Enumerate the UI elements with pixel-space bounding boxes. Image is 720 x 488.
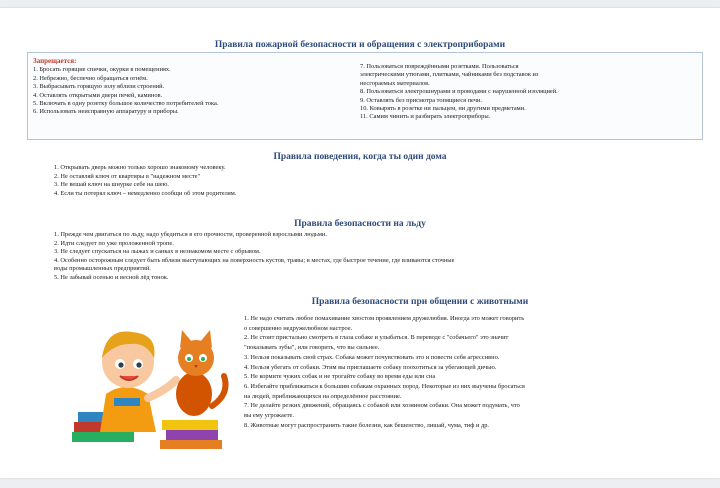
- fire-rule: 3. Выбрасывать горящую золу вблизи строений.: [33, 83, 165, 91]
- animal-rule: 8. Животные могут распространять такие болезни, как бешенство, лишай, чума, тиф и др.: [244, 421, 490, 429]
- animal-rule: 5. Не кормите чужих собак и не трогайте собаку во время еды или сна: [244, 373, 436, 381]
- ice-rule-continuation: воды промышленных предприятий.: [54, 265, 151, 273]
- fire-rules-left-column: [33, 57, 333, 117]
- fire-rule: 10. Ковырять в розетке ни пальцем, ни другими предметами.: [360, 105, 526, 113]
- ice-rule: 4. Особенно осторожным следует быть вблизи выступающих на поверхность кустов, травы; в местах, где быстрое течение, где вливаются сточные: [54, 256, 455, 264]
- book-icon: [160, 440, 222, 449]
- boy-shirt-icon: [100, 387, 156, 432]
- animal-rule: 4. Нельзя убегать от собаки. Этим вы приглашаете собаку поохотиться за убегающей дичью.: [244, 363, 497, 371]
- home-alone-title: Правила поведения, когда ты один дома: [273, 152, 447, 162]
- animal-rule-continuation: "показывать зубы", или говорить, что вы сильнее.: [244, 344, 380, 352]
- ice-safety-list: [54, 231, 454, 283]
- home-alone-list: [54, 164, 236, 198]
- animals-safety-title: Правила безопасности при общении с животными: [311, 297, 529, 307]
- fire-rule: 2. Небрежно, беспечно обращаться огнём.: [33, 74, 148, 82]
- fire-rule: 4. Оставлять открытыми двери печей, каминов.: [33, 91, 163, 99]
- fire-rule: 1. Бросать горящие спички, окурки в помещениях.: [33, 66, 171, 74]
- animals-safety-list: [244, 314, 674, 430]
- animal-rule: 2. Не стоит пристально смотреть в глаза собаке и улыбаться. В переводе с "собачьего" это значит: [244, 334, 509, 342]
- home-alone-rule: 1. Открывать дверь можно только хорошо знакомому человеку.: [54, 164, 226, 171]
- fire-safety-box: [27, 52, 703, 140]
- home-alone-rule: 2. Не оставляй ключ от квартиры в "надежном месте": [54, 172, 201, 180]
- book-icon: [166, 430, 218, 440]
- fire-rule: 9. Оставлять без присмотра топящиеся печи.: [360, 96, 482, 104]
- ice-safety-title: Правила безопасности на льду: [294, 219, 426, 229]
- animal-rule-continuation: о совершенно недружелюбном настрое.: [244, 324, 353, 332]
- ice-rule: 1. Прежде чем двигаться по льду, надо убедиться в его прочности, проверенной взрослыми людьми.: [54, 231, 327, 238]
- ice-rule: 5. Не забывай осенью и весной лёд тонок.: [54, 273, 169, 281]
- ice-rule: 2. Идти следует по уже проложенной тропе.: [54, 239, 174, 247]
- animal-rule: 3. Нельзя показывать свой страх. Собака может почувствовать это и повести себя агрессивно.: [244, 353, 500, 361]
- book-icon: [162, 420, 218, 430]
- fire-rule: 8. Пользоваться электрошнурами и проводами с нарушенной изоляцией.: [360, 88, 558, 96]
- fire-rule: 5. Включать в одну розетку большое количество потребителей тока.: [33, 100, 219, 108]
- forbidden-label: Запрещается:: [33, 57, 77, 65]
- home-alone-rule: 4. Если ты потерял ключ – немедленно сообщи об этом родителям.: [54, 189, 237, 197]
- fire-rule: 7. Пользоваться повреждёнными розетками. Пользоваться: [360, 63, 519, 70]
- animal-rule: 1. Не надо считать любое помахивание хвостом проявлением дружелюбия. Иногда это может говорить: [244, 315, 525, 322]
- ice-rule: 3. Не следует спускаться на лыжах и санках в незнакомом месте с обрывом.: [54, 248, 261, 256]
- animal-rule-continuation: вы ему угрожаете.: [244, 412, 294, 420]
- animal-rule: 6. Избегайте приближаться к большим собакам охранных пород. Некоторые из них выучены бросаться: [244, 382, 525, 390]
- animal-rule-continuation: на людей, приближающихся на определённое расстояние.: [244, 392, 402, 400]
- animal-rule: 7. Не делайте резких движений, обращаясь с собакой или хозяином собаки. Она может подумать, что: [244, 402, 520, 410]
- home-alone-rule: 3. Не вешай ключ на шнурке себе на шею.: [54, 181, 169, 189]
- fire-rules-right-column: [360, 63, 696, 122]
- boy-with-cat-illustration: [66, 314, 238, 454]
- fire-rule: 6. Использовать неисправную аппаратуру и приборы.: [33, 108, 179, 116]
- cat-body-icon: [176, 372, 212, 416]
- fire-rule-continuation: электрическими утюгами, плитками, чайниками без подставок из: [360, 71, 539, 79]
- book-icon: [72, 432, 134, 442]
- fire-rule-continuation: несгораемых материалов.: [360, 79, 430, 87]
- fire-rule: 11. Самим чинить и разбирать электроприборы.: [360, 113, 491, 121]
- fire-safety-title: Правила пожарной безопасности и обращения с электроприборами: [214, 40, 506, 50]
